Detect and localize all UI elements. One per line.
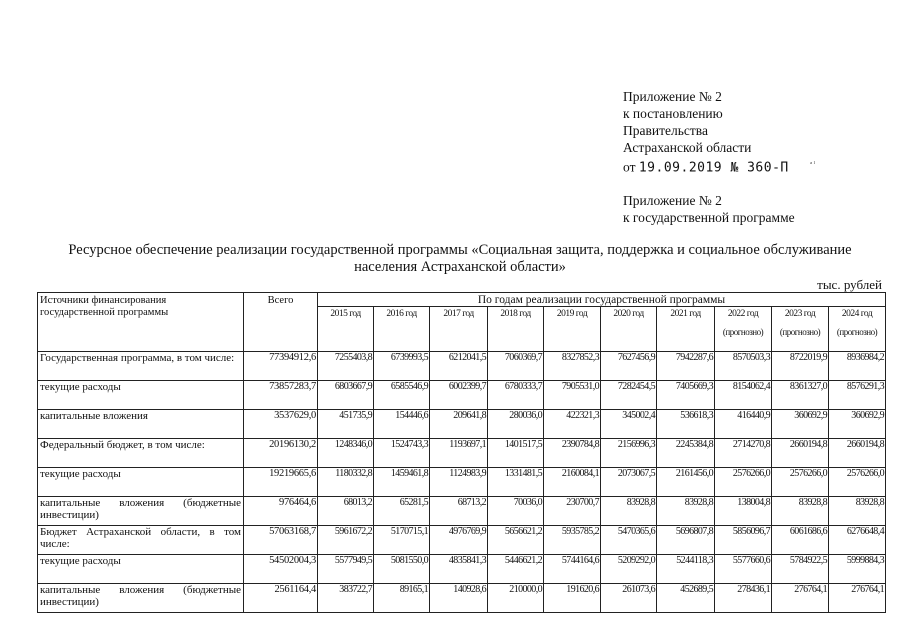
row-total: 19219665,6 (244, 468, 318, 497)
year-value-cell: 278436,1 (715, 584, 772, 613)
year-value-cell: 2576266,0 (715, 468, 772, 497)
year-value-cell: 210000,0 (488, 584, 544, 613)
table-body (38, 352, 886, 613)
year-value-cell: 83928,8 (601, 497, 657, 526)
resource-table (37, 292, 886, 613)
year-value-cell: 360692,9 (829, 410, 886, 439)
year-value-cell: 5170715,1 (374, 526, 430, 555)
year-value-cell: 2576266,0 (772, 468, 829, 497)
year-value-cell: 6212041,5 (430, 352, 488, 381)
year-value-cell: 1248346,0 (318, 439, 374, 468)
row-source: Государственная программа, в том числе: (38, 352, 244, 381)
row-total: 3537629,0 (244, 410, 318, 439)
appendix-line: Правительства (623, 123, 708, 138)
year-value-cell: 1180332,8 (318, 468, 374, 497)
year-value-cell: 4835841,3 (430, 555, 488, 584)
year-value-cell: 140928,6 (430, 584, 488, 613)
year-value-cell: 2660194,8 (772, 439, 829, 468)
year-value-cell: 1459461,8 (374, 468, 430, 497)
year-value-cell: 451735,9 (318, 410, 374, 439)
year-value-cell: 8936984,2 (829, 352, 886, 381)
signature-mark: ᵃ ˡ (810, 160, 815, 168)
year-header-cell (544, 307, 601, 352)
appendix-line: Астраханской области (623, 140, 752, 155)
appendix-line: Приложение № 2 (623, 89, 722, 104)
forecast-note: (прогнозно) (722, 327, 764, 337)
year-value-cell: 5244118,3 (657, 555, 715, 584)
document-title: Ресурсное обеспечение реализации государственной программы «Социальная защита, поддержка и социальное обслуживание населения Астраханской области» (68, 242, 852, 275)
table-row (38, 439, 886, 468)
year-value-cell: 83928,8 (772, 497, 829, 526)
year-value-cell: 5577660,6 (715, 555, 772, 584)
header-source: Источники финансирования государственной программы (38, 293, 244, 352)
year-header-cell (318, 307, 374, 352)
year-value-cell: 8361327,0 (772, 381, 829, 410)
year-value-cell: 6780333,7 (488, 381, 544, 410)
year-header-cell (715, 307, 772, 352)
row-source: текущие расходы (38, 555, 244, 584)
year-value-cell: 2245384,8 (657, 439, 715, 468)
row-source: текущие расходы (38, 381, 244, 410)
year-value-cell: 416440,9 (715, 410, 772, 439)
table-row (38, 584, 886, 613)
year-value-cell: 7282454,5 (601, 381, 657, 410)
year-value-cell: 8154062,4 (715, 381, 772, 410)
year-value-cell: 5446621,2 (488, 555, 544, 584)
year-value-cell: 4976769,9 (430, 526, 488, 555)
year-value-cell: 5081550,0 (374, 555, 430, 584)
year-value-cell: 230700,7 (544, 497, 601, 526)
year-value-cell: 1331481,5 (488, 468, 544, 497)
year-header-cell (657, 307, 715, 352)
year-value-cell: 383722,7 (318, 584, 374, 613)
year-value-cell: 191620,6 (544, 584, 601, 613)
year-value-cell: 70036,0 (488, 497, 544, 526)
year-value-cell: 7627456,9 (601, 352, 657, 381)
year-header-cell (488, 307, 544, 352)
table-row (38, 410, 886, 439)
year-value-cell: 7942287,6 (657, 352, 715, 381)
year-value-cell: 2160084,1 (544, 468, 601, 497)
table-row (38, 497, 886, 526)
year-value-cell: 138004,8 (715, 497, 772, 526)
year-value-cell: 8576291,3 (829, 381, 886, 410)
year-value-cell: 154446,6 (374, 410, 430, 439)
year-value-cell: 5470365,6 (601, 526, 657, 555)
year-value-cell: 280036,0 (488, 410, 544, 439)
year-value-cell: 6276648,4 (829, 526, 886, 555)
row-total: 77394912,6 (244, 352, 318, 381)
year-value-cell: 2161456,0 (657, 468, 715, 497)
year-value-cell: 8327852,3 (544, 352, 601, 381)
year-value-cell: 5961672,2 (318, 526, 374, 555)
table-row (38, 381, 886, 410)
resolution-date-number: 19.09.2019 № 360-П (638, 160, 789, 176)
year-value-cell: 5744164,6 (544, 555, 601, 584)
year-value-cell: 6585546,9 (374, 381, 430, 410)
appendix-header-program (623, 192, 795, 226)
year-label: 2016 год (386, 309, 417, 319)
year-header-cell (772, 307, 829, 352)
appendix-line: к государственной программе (623, 210, 795, 225)
row-source: текущие расходы (38, 468, 244, 497)
year-value-cell: 1124983,9 (430, 468, 488, 497)
year-header-cell (601, 307, 657, 352)
year-value-cell: 8722019,9 (772, 352, 829, 381)
year-value-cell: 276764,1 (772, 584, 829, 613)
year-value-cell: 261073,6 (601, 584, 657, 613)
year-value-cell: 360692,9 (772, 410, 829, 439)
row-total: 57063168,7 (244, 526, 318, 555)
year-value-cell: 2660194,8 (829, 439, 886, 468)
appendix-line: Приложение № 2 (623, 193, 722, 208)
year-value-cell: 5784922,5 (772, 555, 829, 584)
year-header-cell (430, 307, 488, 352)
units-label: тыс. рублей (817, 277, 882, 292)
year-value-cell: 6061686,6 (772, 526, 829, 555)
forecast-note: (прогнозно) (836, 327, 878, 337)
row-source: Бюджет Астраханской области, в том числе: (38, 526, 244, 555)
row-total: 20196130,2 (244, 439, 318, 468)
year-value-cell: 6002399,7 (430, 381, 488, 410)
year-label: 2018 год (500, 309, 531, 319)
year-value-cell: 5935785,2 (544, 526, 601, 555)
year-value-cell: 68013,2 (318, 497, 374, 526)
year-value-cell: 345002,4 (601, 410, 657, 439)
year-label: 2023 год (784, 309, 816, 319)
year-value-cell: 2390784,8 (544, 439, 601, 468)
year-header-cell (374, 307, 430, 352)
from-label: от (623, 159, 636, 175)
year-value-cell: 7905531,0 (544, 381, 601, 410)
row-total: 976464,6 (244, 497, 318, 526)
year-value-cell: 1193697,1 (430, 439, 488, 468)
table-row (38, 526, 886, 555)
year-label: 2019 год (556, 309, 588, 319)
row-total: 73857283,7 (244, 381, 318, 410)
year-value-cell: 89165,1 (374, 584, 430, 613)
row-source: капитальные вложения (38, 410, 244, 439)
year-header-cell (829, 307, 886, 352)
year-value-cell: 83928,8 (657, 497, 715, 526)
year-value-cell: 1524743,3 (374, 439, 430, 468)
year-value-cell: 276764,1 (829, 584, 886, 613)
year-value-cell: 5656621,2 (488, 526, 544, 555)
year-label: 2021 год (670, 309, 701, 319)
row-total: 2561164,4 (244, 584, 318, 613)
year-value-cell: 5696807,8 (657, 526, 715, 555)
year-value-cell: 2156996,3 (601, 439, 657, 468)
year-value-cell: 5856096,7 (715, 526, 772, 555)
year-label: 2024 год (841, 309, 873, 319)
year-value-cell: 1401517,5 (488, 439, 544, 468)
row-source: капитальные вложения (бюджетные инвестиции) (38, 584, 244, 613)
year-value-cell: 2576266,0 (829, 468, 886, 497)
appendix-header-resolution (623, 88, 815, 177)
header-years-group: По годам реализации государственной программы (318, 293, 886, 307)
forecast-note: (прогнозно) (779, 327, 821, 337)
year-value-cell: 68713,2 (430, 497, 488, 526)
year-value-cell: 7060369,7 (488, 352, 544, 381)
year-label: 2015 год (330, 309, 361, 319)
year-value-cell: 5209292,0 (601, 555, 657, 584)
year-value-cell: 83928,8 (829, 497, 886, 526)
appendix-line: к постановлению (623, 106, 723, 121)
year-value-cell: 452689,5 (657, 584, 715, 613)
year-value-cell: 65281,5 (374, 497, 430, 526)
year-value-cell: 6803667,9 (318, 381, 374, 410)
year-value-cell: 8570503,3 (715, 352, 772, 381)
year-value-cell: 422321,3 (544, 410, 601, 439)
year-value-cell: 2073067,5 (601, 468, 657, 497)
row-total: 54502004,3 (244, 555, 318, 584)
row-source: капитальные вложения (бюджетные инвестиции) (38, 497, 244, 526)
table-row (38, 352, 886, 381)
row-source: Федеральный бюджет, в том числе: (38, 439, 244, 468)
year-label: 2020 год (613, 309, 644, 319)
resolution-date-line (623, 156, 815, 177)
year-label: 2017 год (443, 309, 474, 319)
year-label: 2022 год (727, 309, 759, 319)
year-value-cell: 5577949,5 (318, 555, 374, 584)
year-value-cell: 7405669,3 (657, 381, 715, 410)
year-value-cell: 5999884,3 (829, 555, 886, 584)
table-row (38, 468, 886, 497)
year-value-cell: 7255403,8 (318, 352, 374, 381)
year-value-cell: 536618,3 (657, 410, 715, 439)
year-value-cell: 209641,8 (430, 410, 488, 439)
year-value-cell: 2714270,8 (715, 439, 772, 468)
year-value-cell: 6739993,5 (374, 352, 430, 381)
table-row (38, 555, 886, 584)
header-total: Всего (244, 293, 318, 352)
